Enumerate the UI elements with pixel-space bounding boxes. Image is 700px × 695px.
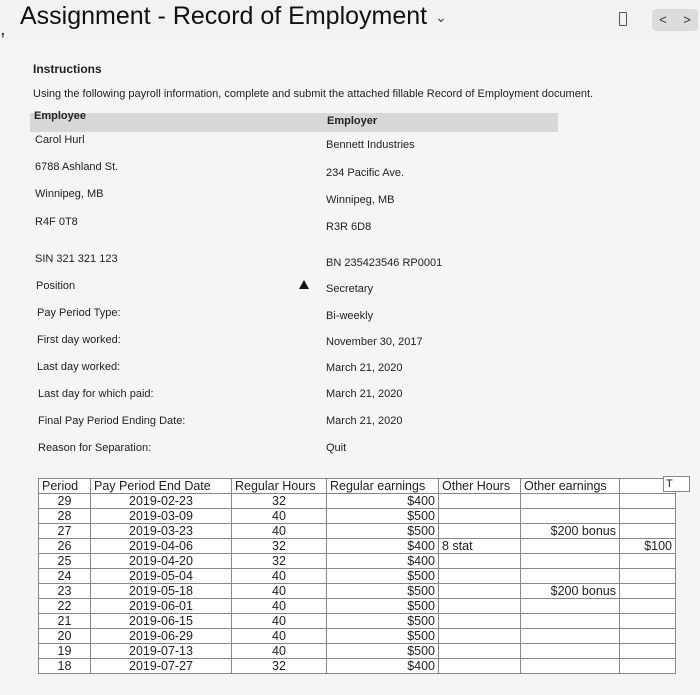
- cell-end-date[interactable]: 2019-05-18: [91, 584, 232, 599]
- cell-period[interactable]: 29: [39, 494, 91, 509]
- cell-regular-hours[interactable]: 40: [232, 614, 327, 629]
- page-navigation: [652, 9, 698, 31]
- cell-other-earnings[interactable]: [521, 599, 620, 614]
- page-title[interactable]: [20, 2, 447, 31]
- cell-other-hours[interactable]: [439, 569, 521, 584]
- cell-other-earnings[interactable]: [521, 539, 620, 554]
- table-row: [39, 539, 676, 554]
- cell-other-earnings[interactable]: [521, 659, 620, 674]
- employer-postal: R3R 6D8: [326, 221, 372, 233]
- cell-other-earnings[interactable]: [521, 509, 620, 524]
- col-header-period: Period: [39, 479, 91, 494]
- detail-label-position: Position: [36, 280, 76, 292]
- col-header-other-hours: Other Hours: [439, 479, 521, 494]
- cell-regular-earnings[interactable]: $500: [327, 509, 439, 524]
- cell-end-date[interactable]: 2019-02-23: [91, 494, 232, 509]
- cell-other-earnings[interactable]: $200 bonus: [521, 524, 620, 539]
- employee-header: Employee: [34, 110, 86, 122]
- cell-other-hours[interactable]: [439, 524, 521, 539]
- cell-other-earnings[interactable]: [521, 569, 620, 584]
- cell-other-earnings[interactable]: [521, 554, 620, 569]
- cell-other-hours[interactable]: [439, 644, 521, 659]
- cell-extra[interactable]: [620, 509, 676, 524]
- next-page-button[interactable]: >: [683, 12, 691, 27]
- document-page: [0, 40, 700, 695]
- cell-extra[interactable]: [620, 584, 676, 599]
- cell-period[interactable]: 21: [39, 614, 91, 629]
- employee-city: Winnipeg, MB: [35, 188, 104, 200]
- comma-mark: ,: [0, 18, 6, 40]
- cell-regular-hours[interactable]: 32: [232, 539, 327, 554]
- cell-period[interactable]: 26: [39, 539, 91, 554]
- payroll-body: [39, 494, 676, 674]
- cell-regular-hours[interactable]: 40: [232, 509, 327, 524]
- cell-other-earnings[interactable]: $200 bonus: [521, 584, 620, 599]
- previous-page-button[interactable]: <: [659, 12, 667, 27]
- cell-regular-earnings[interactable]: $400: [327, 539, 439, 554]
- cell-other-hours[interactable]: 8 stat: [439, 539, 521, 554]
- cell-end-date[interactable]: 2019-07-13: [91, 644, 232, 659]
- cell-other-hours[interactable]: [439, 554, 521, 569]
- cell-extra[interactable]: [620, 644, 676, 659]
- detail-value-position: Secretary: [326, 283, 374, 295]
- table-row: [39, 569, 676, 584]
- detail-value-reason: Quit: [326, 442, 347, 454]
- cell-regular-hours[interactable]: 32: [232, 554, 327, 569]
- cell-period[interactable]: 23: [39, 584, 91, 599]
- cell-regular-earnings[interactable]: $500: [327, 629, 439, 644]
- cell-period[interactable]: 27: [39, 524, 91, 539]
- instructions-heading: Instructions: [33, 62, 102, 76]
- employer-city: Winnipeg, MB: [326, 194, 395, 206]
- detail-label-last-day: Last day worked:: [37, 361, 121, 373]
- cell-extra[interactable]: [620, 629, 676, 644]
- cell-end-date[interactable]: 2019-03-09: [91, 509, 232, 524]
- table-row: [39, 554, 676, 569]
- col-header-regular-earnings: Regular earnings: [327, 479, 439, 494]
- cell-end-date[interactable]: 2019-06-01: [91, 599, 232, 614]
- cell-regular-earnings[interactable]: $500: [327, 569, 439, 584]
- employer-name: Bennett Industries: [326, 139, 415, 151]
- cell-regular-earnings[interactable]: $500: [327, 524, 439, 539]
- cell-regular-earnings[interactable]: $400: [327, 554, 439, 569]
- table-row: [39, 494, 676, 509]
- detail-label-first-day: First day worked:: [37, 334, 121, 346]
- detail-label-reason: Reason for Separation:: [38, 442, 152, 454]
- cell-other-hours[interactable]: [439, 659, 521, 674]
- cell-other-hours[interactable]: [439, 494, 521, 509]
- cell-extra[interactable]: [620, 599, 676, 614]
- col-header-other-earnings: Other earnings: [521, 479, 620, 494]
- employer-street: 234 Pacific Ave.: [326, 167, 405, 179]
- cell-regular-hours[interactable]: 32: [232, 659, 327, 674]
- cell-end-date[interactable]: 2019-03-23: [91, 524, 232, 539]
- payroll-table-wrap: [38, 478, 676, 674]
- cell-regular-earnings[interactable]: $400: [327, 494, 439, 509]
- table-row: [39, 524, 676, 539]
- cell-period[interactable]: 28: [39, 509, 91, 524]
- cell-regular-hours[interactable]: 32: [232, 494, 327, 509]
- cell-other-hours[interactable]: [439, 584, 521, 599]
- col-header-end-date: Pay Period End Date: [91, 479, 232, 494]
- detail-value-last-day: March 21, 2020: [326, 362, 403, 374]
- cell-end-date[interactable]: 2019-06-15: [91, 614, 232, 629]
- table-row: [39, 509, 676, 524]
- cell-regular-earnings[interactable]: $500: [327, 644, 439, 659]
- cell-end-date[interactable]: 2019-07-27: [91, 659, 232, 674]
- detail-value-first-day: November 30, 2017: [326, 336, 423, 348]
- table-row: [39, 584, 676, 599]
- cell-extra[interactable]: [620, 659, 676, 674]
- cell-other-hours[interactable]: [439, 629, 521, 644]
- cell-end-date[interactable]: 2019-04-20: [91, 554, 232, 569]
- cell-extra[interactable]: [620, 569, 676, 584]
- table-row: [39, 614, 676, 629]
- chevron-down-icon[interactable]: ⌄: [435, 8, 447, 25]
- detail-label-sin: SIN 321 321 123: [35, 253, 118, 265]
- header-band: [30, 113, 558, 132]
- detail-label-final-period: Final Pay Period Ending Date:: [38, 415, 186, 427]
- cell-regular-hours[interactable]: 40: [232, 644, 327, 659]
- cell-period[interactable]: 18: [39, 659, 91, 674]
- cell-period[interactable]: 25: [39, 554, 91, 569]
- page-icon: [619, 12, 627, 26]
- cell-regular-hours[interactable]: 40: [232, 524, 327, 539]
- cell-other-hours[interactable]: [439, 509, 521, 524]
- cell-end-date[interactable]: 2019-06-29: [91, 629, 232, 644]
- cell-regular-earnings[interactable]: $400: [327, 659, 439, 674]
- detail-value-pay-period-type: Bi-weekly: [326, 310, 374, 322]
- employee-street: 6788 Ashland St.: [35, 161, 119, 173]
- cell-extra[interactable]: [620, 614, 676, 629]
- detail-value-final-period: March 21, 2020: [326, 415, 403, 427]
- table-row: [39, 659, 676, 674]
- payroll-header-row: [39, 479, 676, 494]
- cell-regular-earnings[interactable]: $500: [327, 614, 439, 629]
- cell-period[interactable]: 20: [39, 629, 91, 644]
- cell-period[interactable]: 24: [39, 569, 91, 584]
- cell-period[interactable]: 19: [39, 644, 91, 659]
- cell-regular-earnings[interactable]: $500: [327, 584, 439, 599]
- employee-postal: R4F 0T8: [35, 216, 78, 228]
- employer-header: Employer: [327, 115, 378, 127]
- cell-regular-hours[interactable]: 40: [232, 584, 327, 599]
- instructions-text: Using the following payroll information, complete and submit the attached fillable Record of Employment document.: [33, 88, 594, 100]
- table-row: [39, 599, 676, 614]
- cell-other-earnings[interactable]: [521, 494, 620, 509]
- detail-label-pay-period-type: Pay Period Type:: [37, 307, 121, 319]
- employee-name: Carol Hurl: [35, 134, 85, 146]
- mouse-pointer-icon: [299, 280, 309, 289]
- cell-other-earnings[interactable]: [521, 614, 620, 629]
- cell-regular-hours[interactable]: 40: [232, 599, 327, 614]
- table-row: [39, 629, 676, 644]
- cell-extra[interactable]: $100: [620, 539, 676, 554]
- detail-label-last-paid: Last day for which paid:: [38, 388, 154, 400]
- cell-extra[interactable]: [620, 554, 676, 569]
- cell-other-hours[interactable]: [439, 614, 521, 629]
- cell-extra[interactable]: [620, 494, 676, 509]
- page-title-text: Assignment - Record of Employment: [20, 2, 428, 30]
- cell-end-date[interactable]: 2019-04-06: [91, 539, 232, 554]
- payroll-table: [38, 478, 676, 674]
- cell-other-hours[interactable]: [439, 599, 521, 614]
- cell-other-earnings[interactable]: [521, 629, 620, 644]
- title-bar: [0, 0, 700, 40]
- bottom-fade: [0, 680, 700, 695]
- cell-end-date[interactable]: 2019-05-04: [91, 569, 232, 584]
- cell-period[interactable]: 22: [39, 599, 91, 614]
- table-row: [39, 644, 676, 659]
- col-header-regular-hours: Regular Hours: [232, 479, 327, 494]
- detail-value-bn: BN 235423546 RP0001: [326, 257, 443, 269]
- detail-value-last-paid: March 21, 2020: [326, 388, 403, 400]
- cell-regular-earnings[interactable]: $500: [327, 599, 439, 614]
- cell-regular-hours[interactable]: 40: [232, 569, 327, 584]
- cell-regular-hours[interactable]: 40: [232, 629, 327, 644]
- cell-extra[interactable]: [620, 524, 676, 539]
- cell-other-earnings[interactable]: [521, 644, 620, 659]
- sheet-tab[interactable]: T: [663, 476, 690, 492]
